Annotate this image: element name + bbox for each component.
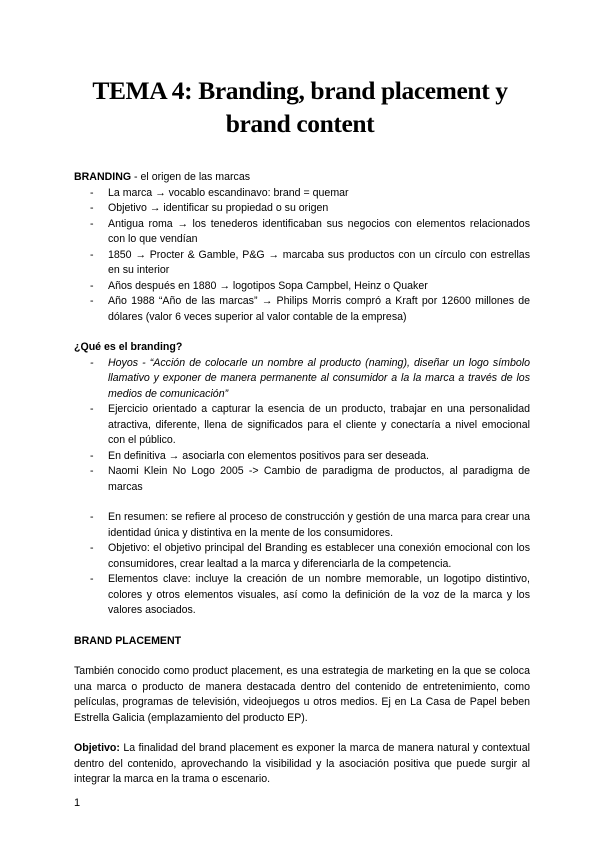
objective-text: La finalidad del brand placement es exponer la marca de manera natural y contextual dentro del contenido, aprovechando la visibilidad y la asociación positiva que puede surgir al integrar la marca en la trama o escenario. bbox=[74, 742, 530, 785]
list-item: - Objetivo: el objetivo principal del Branding es establecer una conexión emocional con los consumidores, crear lealtad a la marca y diferenciarla de la competencia. bbox=[108, 541, 530, 572]
document-body bbox=[74, 170, 530, 788]
heading-branding-suffix: - el origen de las marcas bbox=[131, 171, 251, 183]
list-item: - En definitiva → asociarla con elementos positivos para ser deseada. bbox=[108, 449, 530, 465]
list-item: - Objetivo → identificar su propiedad o su origen bbox=[108, 201, 530, 217]
list-item: - Naomi Klein No Logo 2005 -> Cambio de paradigma de productos, al paradigma de marcas bbox=[108, 464, 530, 495]
brand-placement-objective bbox=[74, 741, 530, 788]
list-item: - En resumen: se refiere al proceso de construcción y gestión de una marca para crear una identidad única y distintiva en la mente de los consumidores. bbox=[108, 510, 530, 541]
spacer bbox=[74, 495, 530, 510]
list-item: - 1850 → Procter & Gamble, P&G → marcaba sus productos con un círculo con estrellas en su interior bbox=[108, 248, 530, 279]
section-heading-brand-placement: BRAND PLACEMENT bbox=[74, 634, 182, 647]
what-is-branding-list bbox=[74, 356, 530, 496]
spacer bbox=[74, 619, 530, 634]
list-item-quote: - Hoyos - “Acción de colocarle un nombre al producto (naming), diseñar un logo símbolo llamativo y exponer de manera permanente al consumidor a la la marca a través de los medios de comunicación” bbox=[108, 356, 530, 403]
page-number: 1 bbox=[74, 797, 81, 809]
branding-summary-list bbox=[74, 510, 530, 619]
list-item: - Ejercicio orientado a capturar la esencia de un producto, trabajar en una personalidad atractiva, diferente, llena de significados para el cliente y conectaría a nivel emocional con el público. bbox=[108, 402, 530, 449]
spacer bbox=[74, 325, 530, 340]
section-heading-branding bbox=[74, 170, 530, 186]
list-item: - Antigua roma → los tenederos identificaban sus negocios con elementos relacionados con lo que vendían bbox=[108, 217, 530, 248]
heading-branding-bold: BRANDING bbox=[74, 171, 132, 183]
section-heading-what-is-branding: ¿Qué es el branding? bbox=[74, 341, 183, 353]
list-item: - Año 1988 “Año de las marcas” → Philips Morris compró a Kraft por 12600 millones de dólares (valor 6 veces superior al valor contable de la empresa) bbox=[108, 294, 530, 325]
spacer bbox=[74, 649, 530, 664]
spacer bbox=[74, 726, 530, 741]
objective-label: Objetivo: bbox=[74, 742, 120, 754]
branding-origin-list bbox=[74, 186, 530, 326]
brand-placement-paragraph: También conocido como product placement, es una estrategia de marketing en la que se coloca una marca o producto de manera destacada dentro del contenido de entretenimiento, como películas, programas de televisión, videojuegos u otros medios. Ej en La Casa de Papel beben Estrella Galicia (emplazamiento del producto EP). bbox=[74, 665, 530, 724]
list-item: - Años después en 1880 → logotipos Sopa Campbel, Heinz o Quaker bbox=[108, 279, 530, 295]
list-item: - Elementos clave: incluye la creación de un nombre memorable, un logotipo distintivo, colores y otros elementos visuales, así como la definición de la voz de la marca y los valores asociados. bbox=[108, 572, 530, 619]
list-item: - La marca → vocablo escandinavo: brand = quemar bbox=[108, 186, 530, 202]
page-title: TEMA 4: Branding, brand placement y brand content bbox=[92, 76, 508, 138]
